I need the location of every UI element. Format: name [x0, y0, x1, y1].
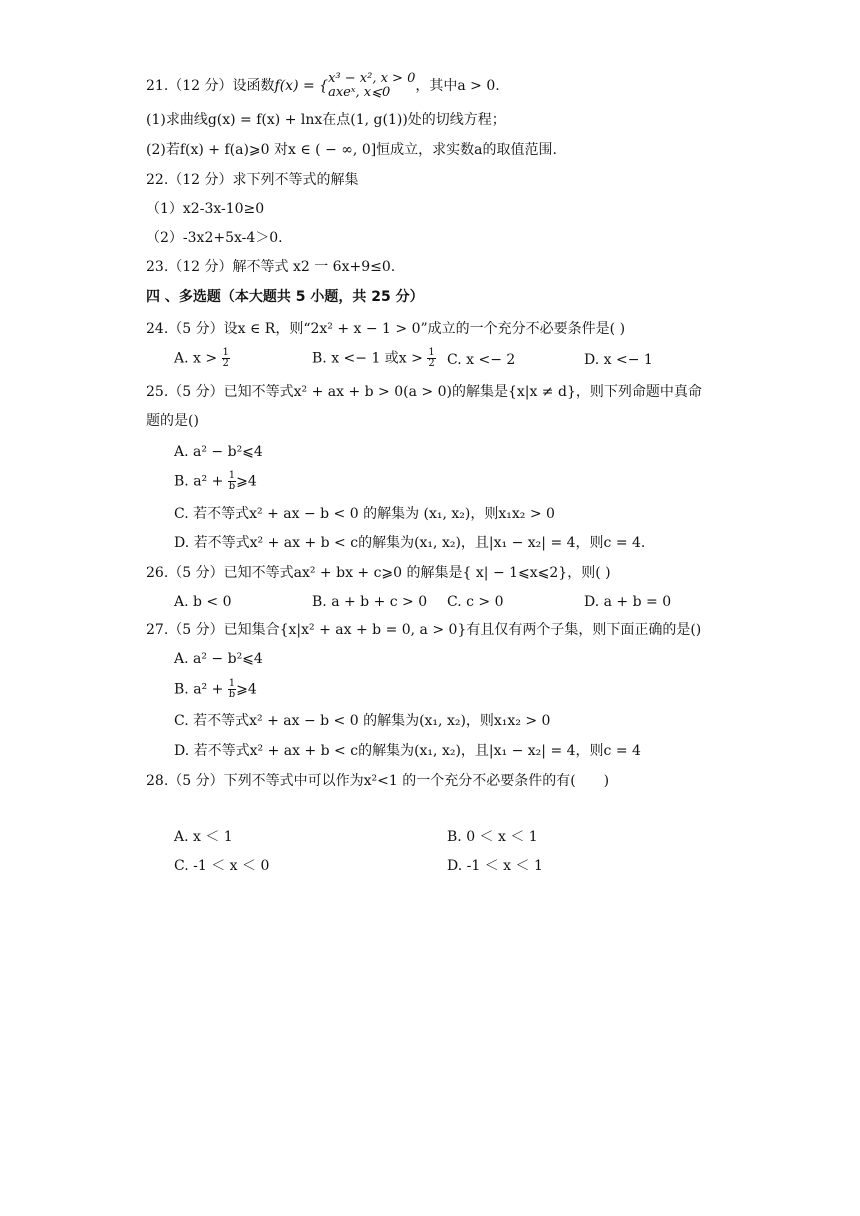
q25-b-suffix: ⩾4 — [236, 473, 257, 490]
fraction-numerator: 1 — [428, 347, 435, 358]
q21-part1: (1)求曲线g(x) = f(x) + lnx在点(1, g(1))处的切线方程； — [146, 112, 506, 128]
q25-option-a: A. a² − b²⩽4 — [174, 444, 263, 460]
q27-option-d: D. 若不等式x² + ax + b < c的解集为(x₁, x₂)，且|x₁ − x₂| = 4，则c = 4 — [174, 743, 641, 759]
fraction-numerator: 1 — [228, 470, 236, 481]
q21-piecewise — [328, 72, 415, 100]
q25-stem-line2: 题的是() — [146, 413, 199, 429]
q25-stem-line1: 25.（5 分）已知不等式x² + ax + b > 0(a > 0)的解集是{x|x ≠ d}，则下列命题中真命 — [146, 384, 702, 400]
q25-b-text: B. a² + — [174, 473, 224, 490]
fraction-numerator: 1 — [222, 347, 229, 358]
q26-option-b: B. a + b + c > 0 — [312, 594, 428, 610]
q22-part1: （1）x2-3x-10≥0 — [146, 201, 265, 217]
q21-stem — [146, 72, 500, 100]
q23-stem: 23.（12 分）解不等式 x2 一 6x+9≤0. — [146, 259, 396, 275]
q24-b-fraction — [427, 348, 435, 369]
q21-case2: axeˣ, x⩽0 — [328, 85, 391, 100]
q22-stem: 22.（12 分）求下列不等式的解集 — [146, 172, 359, 188]
q28-option-b: B. 0 ＜ x ＜ 1 — [447, 829, 538, 845]
q28-option-a: A. x ＜ 1 — [174, 829, 233, 845]
q27-option-b — [174, 679, 257, 700]
q24-a-fraction — [222, 348, 230, 369]
q24-option-c: C. x <− 2 — [447, 352, 516, 368]
q21-case1: x³ − x², x > 0 — [328, 71, 416, 86]
q24-option-b — [312, 348, 436, 369]
q21-fx: f(x) = { — [274, 78, 329, 94]
fraction-denominator: b — [228, 689, 236, 700]
q28-option-d: D. -1 ＜ x ＜ 1 — [447, 858, 543, 874]
q24-option-d: D. x <− 1 — [584, 352, 653, 368]
section-heading: 四 、多选题（本大题共 5 小题，共 25 分） — [146, 289, 424, 305]
q25-option-c: C. 若不等式x² + ax − b < 0 的解集为 (x₁, x₂)，则x₁x₂ > 0 — [174, 506, 555, 522]
q27-b-fraction — [228, 679, 236, 700]
q26-option-d: D. a + b = 0 — [584, 594, 672, 610]
q25-option-b — [174, 471, 257, 492]
q28-option-c: C. -1 ＜ x ＜ 0 — [174, 858, 270, 874]
fraction-denominator: 2 — [222, 358, 229, 369]
q28-stem: 28.（5 分）下列不等式中可以作为x²<1 的一个充分不必要条件的有( ) — [146, 773, 610, 789]
q21-head: 21.（12 分）设函数 — [146, 78, 275, 94]
q25-option-d: D. 若不等式x² + ax + b < c的解集为(x₁, x₂)，且|x₁ − x₂| = 4，则c = 4. — [174, 535, 646, 551]
q26-option-c: C. c > 0 — [447, 594, 504, 610]
fraction-denominator: b — [228, 481, 236, 492]
q21-part2: (2)若f(x) + f(a)⩾0 对x ∈ ( − ∞, 0]恒成立，求实数a的取值范围. — [146, 142, 557, 158]
q27-option-a: A. a² − b²⩽4 — [174, 651, 263, 667]
q27-b-suffix: ⩾4 — [236, 681, 257, 698]
q24-b-text: B. x <− 1 或x > — [312, 350, 423, 367]
q24-option-a — [174, 348, 230, 369]
q26-option-a: A. b < 0 — [174, 594, 232, 610]
q26-stem: 26.（5 分）已知不等式ax² + bx + c⩾0 的解集是{ x| − 1⩽x⩽2}，则( ) — [146, 565, 611, 581]
q25-b-fraction — [228, 471, 236, 492]
q21-tail: ，其中a > 0. — [415, 78, 500, 94]
fraction-denominator: 2 — [428, 358, 435, 369]
q24-a-text: A. x > — [174, 350, 218, 367]
fraction-numerator: 1 — [228, 678, 236, 689]
q27-stem: 27.（5 分）已知集合{x|x² + ax + b = 0, a > 0}有且仅有两个子集，则下面正确的是() — [146, 622, 702, 638]
q22-part2: （2）-3x2+5x-4＞0. — [146, 230, 283, 246]
q27-option-c: C. 若不等式x² + ax − b < 0 的解集为(x₁, x₂)，则x₁x₂ > 0 — [174, 713, 551, 729]
q24-stem: 24.（5 分）设x ∈ R，则“2x² + x − 1 > 0”成立的一个充分不必要条件是( ) — [146, 321, 626, 337]
q27-b-text: B. a² + — [174, 681, 224, 698]
